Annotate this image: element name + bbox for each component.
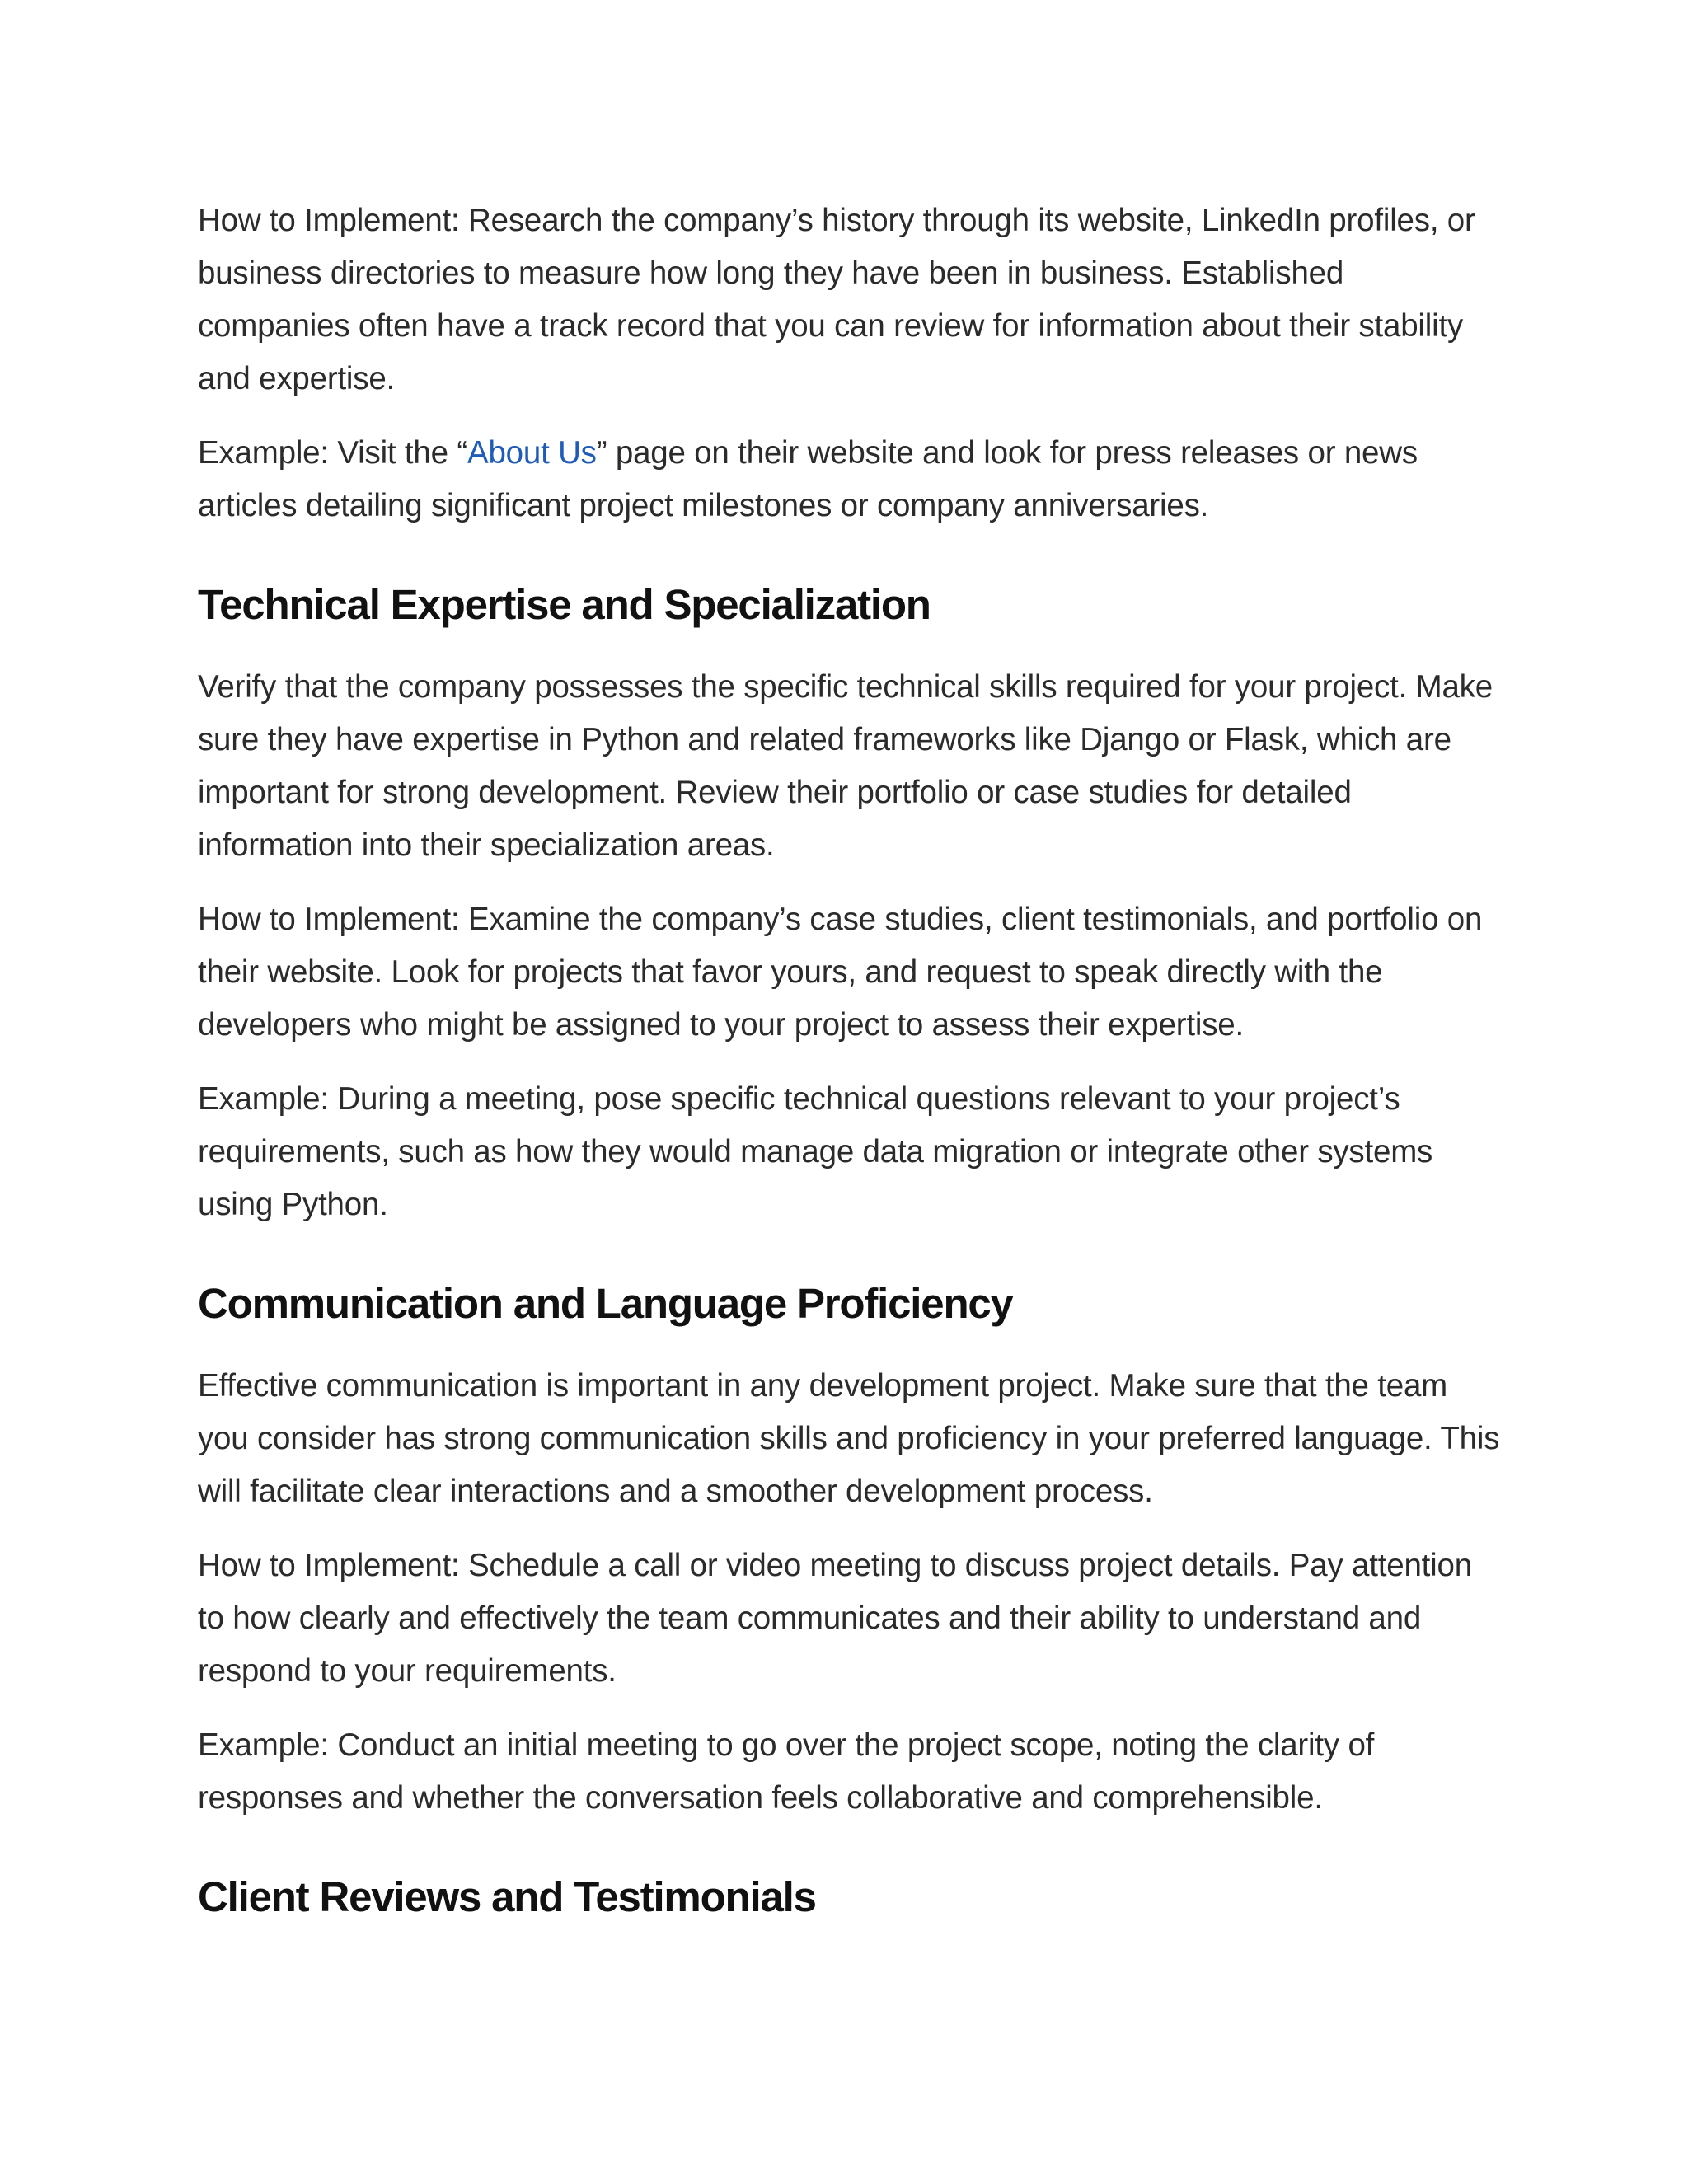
communication-paragraph-1: Effective communication is important in any development project. Make sure that the team you consider has strong communication skills and proficiency in your preferred language. This will facilitate clear interactions and a smoother development process. xyxy=(198,1368,1500,1509)
technical-expertise-heading: Technical Expertise and Specialization xyxy=(198,581,931,628)
communication-heading: Communication and Language Proficiency xyxy=(198,1280,1013,1327)
technical-paragraph-1: Verify that the company possesses the specific technical skills required for your project. Make sure they have expertise in Python and related frameworks like Django or Flask, which are important for strong development. Review their portfolio or case studies for detailed information into their specialization areas. xyxy=(198,669,1493,863)
document-page xyxy=(198,194,1500,1953)
client-reviews-heading: Client Reviews and Testimonials xyxy=(198,1873,816,1920)
communication-paragraph-3: Example: Conduct an initial meeting to go over the project scope, noting the clarity of responses and whether the conversation feels collaborative and comprehensible. xyxy=(198,1727,1375,1816)
technical-paragraph-2: How to Implement: Examine the company’s case studies, client testimonials, and portfolio on their website. Look for projects that favor yours, and request to speak directly with the developers who might be assigned to your project to assess their expertise. xyxy=(198,902,1483,1043)
communication-paragraph-2: How to Implement: Schedule a call or video meeting to discuss project details. Pay attention to how clearly and effectively the team communicates and their ability to understand and respond to your requirements. xyxy=(198,1548,1472,1689)
example-text-after: ” page on their website and look for press releases or news articles detailing significant project milestones or company anniversaries. xyxy=(198,435,1418,523)
example-text-before: Example: Visit the “ xyxy=(198,435,467,471)
intro-implement-paragraph: How to Implement: Research the company’s history through its website, LinkedIn profiles, or business directories to measure how long they have been in business. Established companies often have a track record that you can review for information about their stability and expertise. xyxy=(198,203,1475,396)
technical-paragraph-3: Example: During a meeting, pose specific technical questions relevant to your project’s requirements, such as how they would manage data migration or integrate other systems using Python. xyxy=(198,1081,1433,1222)
about-us-link[interactable]: About Us xyxy=(467,435,597,471)
intro-example-paragraph xyxy=(198,427,1500,532)
